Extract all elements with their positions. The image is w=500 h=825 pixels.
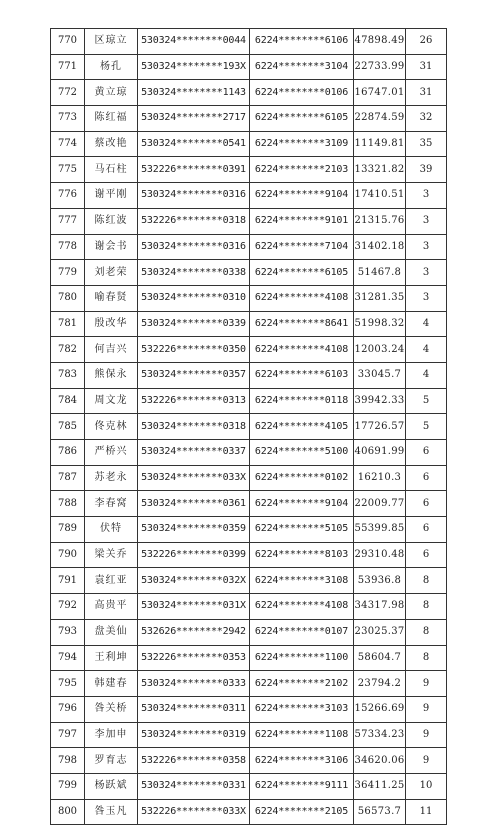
name-cell: 李春窝 — [85, 491, 138, 517]
row-number-cell: 781 — [51, 311, 85, 337]
id-number-cell: 530324********0361 — [138, 491, 250, 517]
name-cell: 佟克林 — [85, 414, 138, 440]
name-cell: 咎关桥 — [85, 696, 138, 722]
table-row — [51, 234, 447, 260]
id-number-cell: 530324********0311 — [138, 696, 250, 722]
name-cell: 梁关乔 — [85, 542, 138, 568]
name-cell: 陈红福 — [85, 106, 138, 132]
row-number-cell: 794 — [51, 645, 85, 671]
bank-card-cell: 6224********2103 — [250, 157, 354, 183]
bank-card-cell: 6224********3103 — [250, 696, 354, 722]
amount-cell: 56573.7 — [354, 799, 406, 825]
table-row — [51, 208, 447, 234]
table-row — [51, 131, 447, 157]
amount-cell: 31402.18 — [354, 234, 406, 260]
count-cell: 3 — [406, 234, 447, 260]
id-number-cell: 532226********0391 — [138, 157, 250, 183]
count-cell: 3 — [406, 260, 447, 286]
amount-cell: 36411.25 — [354, 773, 406, 799]
count-cell: 9 — [406, 748, 447, 774]
id-number-cell: 532226********0318 — [138, 208, 250, 234]
bank-card-cell: 6224********9101 — [250, 208, 354, 234]
row-number-cell: 788 — [51, 491, 85, 517]
row-number-cell: 780 — [51, 285, 85, 311]
row-number-cell: 790 — [51, 542, 85, 568]
amount-cell: 22874.59 — [354, 106, 406, 132]
bank-card-cell: 6224********0106 — [250, 80, 354, 106]
id-number-cell: 530324********0333 — [138, 671, 250, 697]
id-number-cell: 530324********0541 — [138, 131, 250, 157]
row-number-cell: 800 — [51, 799, 85, 825]
count-cell: 26 — [406, 29, 447, 55]
count-cell: 32 — [406, 106, 447, 132]
table-row — [51, 619, 447, 645]
name-cell: 伏特 — [85, 517, 138, 543]
table-row — [51, 722, 447, 748]
bank-card-cell: 6224********5100 — [250, 440, 354, 466]
bank-card-cell: 6224********4108 — [250, 337, 354, 363]
name-cell: 袁红亚 — [85, 568, 138, 594]
bank-card-cell: 6224********0107 — [250, 619, 354, 645]
row-number-cell: 774 — [51, 131, 85, 157]
id-number-cell: 530324********0318 — [138, 414, 250, 440]
amount-cell: 34317.98 — [354, 594, 406, 620]
amount-cell: 16210.3 — [354, 465, 406, 491]
name-cell: 熊保永 — [85, 362, 138, 388]
table-row — [51, 465, 447, 491]
amount-cell: 23025.37 — [354, 619, 406, 645]
table-row — [51, 491, 447, 517]
bank-card-cell: 6224********0118 — [250, 388, 354, 414]
bank-card-cell: 6224********3106 — [250, 748, 354, 774]
amount-cell: 17726.57 — [354, 414, 406, 440]
table-row — [51, 337, 447, 363]
id-number-cell: 532626********2942 — [138, 619, 250, 645]
row-number-cell: 786 — [51, 440, 85, 466]
bank-card-cell: 6224********8641 — [250, 311, 354, 337]
id-number-cell: 530324********1143 — [138, 80, 250, 106]
row-number-cell: 795 — [51, 671, 85, 697]
table-row — [51, 157, 447, 183]
table-row — [51, 285, 447, 311]
name-cell: 杨跃斌 — [85, 773, 138, 799]
id-number-cell: 530324********0337 — [138, 440, 250, 466]
id-number-cell: 532226********0313 — [138, 388, 250, 414]
table-row — [51, 414, 447, 440]
name-cell: 陈红波 — [85, 208, 138, 234]
count-cell: 11 — [406, 799, 447, 825]
name-cell: 苏老永 — [85, 465, 138, 491]
table-row — [51, 260, 447, 286]
id-number-cell: 530324********031X — [138, 594, 250, 620]
table-row — [51, 748, 447, 774]
count-cell: 31 — [406, 80, 447, 106]
name-cell: 严桥兴 — [85, 440, 138, 466]
name-cell: 蔡改艳 — [85, 131, 138, 157]
row-number-cell: 787 — [51, 465, 85, 491]
amount-cell: 17410.51 — [354, 183, 406, 209]
table-row — [51, 517, 447, 543]
table-row — [51, 594, 447, 620]
name-cell: 黄立琼 — [85, 80, 138, 106]
amount-cell: 47898.49 — [354, 29, 406, 55]
row-number-cell: 798 — [51, 748, 85, 774]
name-cell: 韩建春 — [85, 671, 138, 697]
row-number-cell: 778 — [51, 234, 85, 260]
row-number-cell: 784 — [51, 388, 85, 414]
amount-cell: 31281.35 — [354, 285, 406, 311]
id-number-cell: 530324********0316 — [138, 234, 250, 260]
amount-cell: 51998.32 — [354, 311, 406, 337]
row-number-cell: 799 — [51, 773, 85, 799]
row-number-cell: 782 — [51, 337, 85, 363]
bank-card-cell: 6224********3108 — [250, 568, 354, 594]
table-row — [51, 311, 447, 337]
id-number-cell: 530324********0310 — [138, 285, 250, 311]
bank-card-cell: 6224********8103 — [250, 542, 354, 568]
roster-table — [50, 28, 447, 825]
amount-cell: 22009.77 — [354, 491, 406, 517]
bank-card-cell: 6224********9111 — [250, 773, 354, 799]
count-cell: 10 — [406, 773, 447, 799]
amount-cell: 55399.85 — [354, 517, 406, 543]
table-row — [51, 671, 447, 697]
id-number-cell: 530324********0338 — [138, 260, 250, 286]
row-number-cell: 772 — [51, 80, 85, 106]
row-number-cell: 777 — [51, 208, 85, 234]
count-cell: 4 — [406, 362, 447, 388]
amount-cell: 29310.48 — [354, 542, 406, 568]
amount-cell: 33045.7 — [354, 362, 406, 388]
amount-cell: 12003.24 — [354, 337, 406, 363]
id-number-cell: 532226********033X — [138, 799, 250, 825]
bank-card-cell: 6224********5105 — [250, 517, 354, 543]
table-row — [51, 388, 447, 414]
bank-card-cell: 6224********7104 — [250, 234, 354, 260]
id-number-cell: 530324********0357 — [138, 362, 250, 388]
bank-card-cell: 6224********6105 — [250, 260, 354, 286]
bank-card-cell: 6224********9104 — [250, 183, 354, 209]
count-cell: 31 — [406, 54, 447, 80]
name-cell: 周文龙 — [85, 388, 138, 414]
table-row — [51, 440, 447, 466]
count-cell: 6 — [406, 465, 447, 491]
table-row — [51, 773, 447, 799]
count-cell: 8 — [406, 594, 447, 620]
bank-card-cell: 6224********1108 — [250, 722, 354, 748]
table-row — [51, 80, 447, 106]
amount-cell: 22733.99 — [354, 54, 406, 80]
amount-cell: 51467.8 — [354, 260, 406, 286]
amount-cell: 40691.99 — [354, 440, 406, 466]
count-cell: 4 — [406, 337, 447, 363]
count-cell: 3 — [406, 183, 447, 209]
table-row — [51, 106, 447, 132]
bank-card-cell: 6224********6106 — [250, 29, 354, 55]
name-cell: 盘美仙 — [85, 619, 138, 645]
id-number-cell: 530324********0331 — [138, 773, 250, 799]
amount-cell: 11149.81 — [354, 131, 406, 157]
name-cell: 罗育志 — [85, 748, 138, 774]
count-cell: 5 — [406, 414, 447, 440]
amount-cell: 23794.2 — [354, 671, 406, 697]
amount-cell: 15266.69 — [354, 696, 406, 722]
name-cell: 喻春贤 — [85, 285, 138, 311]
table-row — [51, 542, 447, 568]
count-cell: 4 — [406, 311, 447, 337]
bank-card-cell: 6224********4105 — [250, 414, 354, 440]
count-cell: 9 — [406, 722, 447, 748]
count-cell: 6 — [406, 491, 447, 517]
bank-card-cell: 6224********3104 — [250, 54, 354, 80]
id-number-cell: 530324********2717 — [138, 106, 250, 132]
row-number-cell: 793 — [51, 619, 85, 645]
name-cell: 谢会书 — [85, 234, 138, 260]
bank-card-cell: 6224********9104 — [250, 491, 354, 517]
id-number-cell: 530324********0316 — [138, 183, 250, 209]
count-cell: 5 — [406, 388, 447, 414]
table-row — [51, 645, 447, 671]
name-cell: 高贵平 — [85, 594, 138, 620]
amount-cell: 16747.01 — [354, 80, 406, 106]
row-number-cell: 773 — [51, 106, 85, 132]
name-cell: 咎玉凡 — [85, 799, 138, 825]
count-cell: 3 — [406, 285, 447, 311]
amount-cell: 57334.23 — [354, 722, 406, 748]
name-cell: 马石柱 — [85, 157, 138, 183]
amount-cell: 39942.33 — [354, 388, 406, 414]
table-row — [51, 29, 447, 55]
row-number-cell: 796 — [51, 696, 85, 722]
row-number-cell: 771 — [51, 54, 85, 80]
count-cell: 8 — [406, 568, 447, 594]
count-cell: 39 — [406, 157, 447, 183]
row-number-cell: 783 — [51, 362, 85, 388]
row-number-cell: 776 — [51, 183, 85, 209]
id-number-cell: 530324********0319 — [138, 722, 250, 748]
id-number-cell: 530324********0044 — [138, 29, 250, 55]
count-cell: 6 — [406, 542, 447, 568]
id-number-cell: 532226********0353 — [138, 645, 250, 671]
bank-card-cell: 6224********6103 — [250, 362, 354, 388]
id-number-cell: 530324********0339 — [138, 311, 250, 337]
table-row — [51, 362, 447, 388]
row-number-cell: 779 — [51, 260, 85, 286]
row-number-cell: 797 — [51, 722, 85, 748]
name-cell: 王利坤 — [85, 645, 138, 671]
count-cell: 9 — [406, 696, 447, 722]
table-row — [51, 54, 447, 80]
name-cell: 刘老荣 — [85, 260, 138, 286]
row-number-cell: 770 — [51, 29, 85, 55]
table-row — [51, 568, 447, 594]
bank-card-cell: 6224********2105 — [250, 799, 354, 825]
name-cell: 何吉兴 — [85, 337, 138, 363]
table-row — [51, 696, 447, 722]
amount-cell: 53936.8 — [354, 568, 406, 594]
row-number-cell: 775 — [51, 157, 85, 183]
bank-card-cell: 6224********2102 — [250, 671, 354, 697]
name-cell: 谢平刚 — [85, 183, 138, 209]
table-row — [51, 183, 447, 209]
table-row — [51, 799, 447, 825]
count-cell: 8 — [406, 619, 447, 645]
count-cell: 6 — [406, 517, 447, 543]
count-cell: 3 — [406, 208, 447, 234]
row-number-cell: 789 — [51, 517, 85, 543]
bank-card-cell: 6224********1100 — [250, 645, 354, 671]
amount-cell: 13321.82 — [354, 157, 406, 183]
id-number-cell: 530324********0359 — [138, 517, 250, 543]
name-cell: 区琼立 — [85, 29, 138, 55]
id-number-cell: 530324********033X — [138, 465, 250, 491]
amount-cell: 58604.7 — [354, 645, 406, 671]
roster-body — [51, 29, 447, 825]
id-number-cell: 532226********0350 — [138, 337, 250, 363]
name-cell: 杨孔 — [85, 54, 138, 80]
count-cell: 9 — [406, 671, 447, 697]
bank-card-cell: 6224********6105 — [250, 106, 354, 132]
count-cell: 8 — [406, 645, 447, 671]
id-number-cell: 530324********032X — [138, 568, 250, 594]
bank-card-cell: 6224********4108 — [250, 594, 354, 620]
id-number-cell: 532226********0399 — [138, 542, 250, 568]
bank-card-cell: 6224********0102 — [250, 465, 354, 491]
row-number-cell: 785 — [51, 414, 85, 440]
row-number-cell: 792 — [51, 594, 85, 620]
id-number-cell: 530324********193X — [138, 54, 250, 80]
count-cell: 35 — [406, 131, 447, 157]
name-cell: 殷改华 — [85, 311, 138, 337]
amount-cell: 21315.76 — [354, 208, 406, 234]
bank-card-cell: 6224********3109 — [250, 131, 354, 157]
count-cell: 6 — [406, 440, 447, 466]
id-number-cell: 532226********0358 — [138, 748, 250, 774]
row-number-cell: 791 — [51, 568, 85, 594]
bank-card-cell: 6224********4108 — [250, 285, 354, 311]
name-cell: 李加申 — [85, 722, 138, 748]
amount-cell: 34620.06 — [354, 748, 406, 774]
